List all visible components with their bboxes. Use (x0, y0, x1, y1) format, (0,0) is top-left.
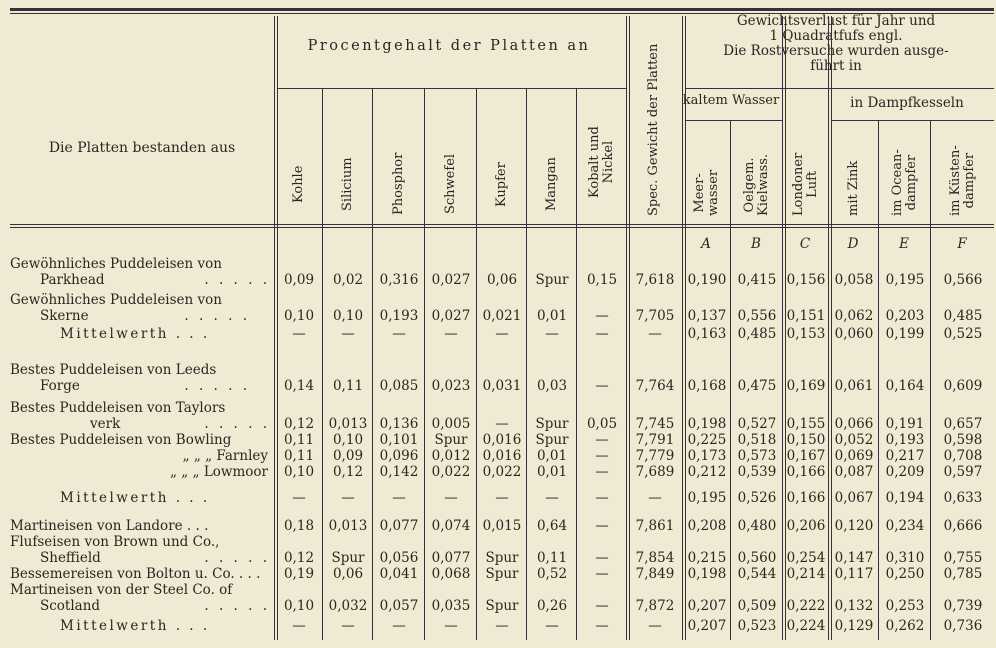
column-rule (274, 16, 275, 640)
table-cell: 0,19 (283, 566, 315, 582)
table-cell: — (292, 326, 306, 342)
column-letter-d: D (847, 236, 859, 252)
table-cell: 0,169 (786, 378, 826, 394)
table-cell: 0,217 (885, 448, 925, 464)
row-label: „ „ „ Lowmoor (169, 464, 268, 480)
row-label-continued: Scotland (40, 598, 101, 614)
leader-dots: . . . . . (204, 272, 270, 288)
loss-group-line3: Die Rostversuche wurden ausge- (723, 43, 949, 59)
table-cell: 0,013 (328, 518, 368, 534)
table-cell: 0,666 (943, 518, 983, 534)
boiler-header: in Dampfkesseln (850, 95, 964, 111)
table-cell: 0,060 (834, 326, 874, 342)
column-rule (730, 120, 731, 640)
table-cell: 0,195 (885, 272, 925, 288)
table-cell: 0,022 (482, 464, 522, 480)
table-cell: 0,173 (687, 448, 727, 464)
table-cell: 0,168 (687, 378, 727, 394)
table-cell: 0,755 (943, 550, 983, 566)
table-cell: — (648, 326, 662, 342)
table-cell: 0,041 (379, 566, 419, 582)
row-label: Bestes Puddeleisen von Taylors (10, 400, 226, 416)
column-rule (526, 88, 527, 640)
table-cell: 0,415 (737, 272, 777, 288)
table-cell: 0,527 (737, 416, 777, 432)
table-cell: Spur (535, 416, 569, 432)
table-cell: — (648, 490, 662, 506)
column-header-loss-5: im Ocean- dampfer (890, 149, 919, 216)
table-cell: 0,225 (687, 432, 727, 448)
table-cell: 0,005 (431, 416, 471, 432)
table-cell: — (495, 416, 509, 432)
header-bottom-rule-2 (10, 227, 994, 228)
table-cell: 0,52 (536, 566, 568, 582)
row-label: Bestes Puddeleisen von Leeds (10, 362, 217, 378)
table-cell: 0,05 (586, 416, 618, 432)
table-cell: — (595, 518, 609, 534)
table-cell: 0,164 (885, 378, 925, 394)
row-label: Flufseisen von Brown und Co., (10, 534, 220, 550)
table-cell: — (495, 490, 509, 506)
table-cell: 0,012 (431, 448, 471, 464)
column-header-loss-1: Meer- wasser (692, 169, 721, 216)
table-cell: 0,485 (737, 326, 777, 342)
table-cell: 0,067 (834, 490, 874, 506)
table-cell: 0,085 (379, 378, 419, 394)
table-cell: Spur (485, 598, 519, 614)
leader-dots: . . . . . (204, 598, 270, 614)
table-cell: 7,854 (635, 550, 675, 566)
table-cell: 0,10 (283, 308, 315, 324)
table-cell: 0,132 (834, 598, 874, 614)
table-cell: 0,209 (885, 464, 925, 480)
table-cell: 0,056 (379, 550, 419, 566)
column-rule (372, 88, 373, 640)
column-rule (782, 16, 783, 640)
table-cell: 0,09 (332, 448, 364, 464)
table-cell: Spur (331, 550, 365, 566)
table-cell: 0,485 (943, 308, 983, 324)
row-label: Martineisen von Landore . . . (10, 518, 209, 534)
table-cell: Spur (485, 566, 519, 582)
table-cell: — (545, 490, 559, 506)
column-header-loss-2: Oelgem. Kielwass. (742, 153, 771, 216)
table-cell: 0,475 (737, 378, 777, 394)
table-cell: 0,066 (834, 416, 874, 432)
table-cell: 0,208 (687, 518, 727, 534)
table-cell: 0,203 (885, 308, 925, 324)
table-cell: — (444, 618, 458, 634)
table-cell: 0,151 (786, 308, 826, 324)
table-cell: 0,316 (379, 272, 419, 288)
table-cell: 0,195 (687, 490, 727, 506)
table-cell: 0,785 (943, 566, 983, 582)
column-header-kohle: Kohle (291, 165, 306, 203)
column-letter-e: E (899, 236, 909, 252)
row-label: Mittelwerth . . . (60, 618, 210, 634)
table-cell: 0,14 (283, 378, 315, 394)
table-cell: 0,198 (687, 566, 727, 582)
row-label: Gewöhnliches Puddeleisen von (10, 256, 222, 272)
row-label: Martineisen von der Steel Co. of (10, 582, 233, 598)
header-bottom-rule (10, 224, 994, 225)
table-cell: — (292, 490, 306, 506)
row-label-continued: Sheffield (40, 550, 101, 566)
table-cell: 0,526 (737, 490, 777, 506)
table-cell: 0,052 (834, 432, 874, 448)
row-label-continued: verk (90, 416, 121, 432)
table-cell: 0,191 (885, 416, 925, 432)
table-cell: 0,250 (885, 566, 925, 582)
table-cell: 0,153 (786, 326, 826, 342)
table-cell: 0,077 (431, 550, 471, 566)
table-cell: 0,206 (786, 518, 826, 534)
row-label: Bestes Puddeleisen von Bowling (10, 432, 232, 448)
composition-group-header: Procentgehalt der Platten an (307, 38, 591, 54)
table-cell: 0,016 (482, 432, 522, 448)
table-cell: 0,525 (943, 326, 983, 342)
row-label: Mittelwerth . . . (60, 326, 210, 342)
table-cell: 0,10 (283, 598, 315, 614)
table-cell: 0,18 (283, 518, 315, 534)
table-cell: 0,739 (943, 598, 983, 614)
row-label-header: Die Platten bestanden aus (48, 140, 236, 156)
table-cell: 0,167 (786, 448, 826, 464)
loss-group-line1: Gewichtsverlust für Jahr und (736, 13, 936, 29)
table-cell: 0,147 (834, 550, 874, 566)
table-cell: 0,016 (482, 448, 522, 464)
table-cell: 0,022 (431, 464, 471, 480)
table-cell: — (444, 326, 458, 342)
table-cell: 7,618 (635, 272, 675, 288)
column-letter-c: C (799, 236, 811, 252)
table-cell: — (648, 618, 662, 634)
table-cell: 0,03 (536, 378, 568, 394)
column-header-mangan: Mangan (544, 157, 559, 211)
table-cell: — (392, 326, 406, 342)
table-cell: Spur (434, 432, 468, 448)
table-cell: 0,01 (536, 308, 568, 324)
table-cell: 0,12 (332, 464, 364, 480)
table-cell: 0,708 (943, 448, 983, 464)
table-cell: 0,129 (834, 618, 874, 634)
table-cell: — (292, 618, 306, 634)
column-rule (930, 120, 931, 640)
table-cell: — (595, 448, 609, 464)
table-cell: 0,035 (431, 598, 471, 614)
table-cell: 0,11 (536, 550, 568, 566)
table-cell: 0,10 (283, 464, 315, 480)
table-cell: 0,120 (834, 518, 874, 534)
column-letter-b: B (751, 236, 761, 252)
cold-water-rule (685, 120, 782, 121)
table-cell: 0,077 (379, 518, 419, 534)
column-header-spec-weight: Spec. Gewicht der Platten (646, 43, 661, 216)
column-rule (878, 120, 879, 640)
table-cell: 0,64 (536, 518, 568, 534)
table-cell: 0,193 (379, 308, 419, 324)
table-cell: 0,199 (885, 326, 925, 342)
table-cell: 0,657 (943, 416, 983, 432)
table-cell: — (545, 326, 559, 342)
column-letter-a: A (701, 236, 711, 252)
table-cell: 0,222 (786, 598, 826, 614)
table-cell: — (495, 618, 509, 634)
row-label-continued: Skerne (40, 308, 89, 324)
table-cell: — (545, 618, 559, 634)
table-cell: 0,11 (283, 448, 315, 464)
table-cell: 0,057 (379, 598, 419, 614)
leader-dots: . . . . . (184, 378, 250, 394)
table-cell: 0,212 (687, 464, 727, 480)
table-cell: 0,539 (737, 464, 777, 480)
column-header-schwefel: Schwefel (443, 153, 458, 214)
row-label: Bessemereisen von Bolton u. Co. . . . (10, 566, 261, 582)
table-cell: 7,689 (635, 464, 675, 480)
table-cell: 0,544 (737, 566, 777, 582)
table-cell: 0,101 (379, 432, 419, 448)
table-cell: Spur (535, 432, 569, 448)
table-cell: 7,791 (635, 432, 675, 448)
table-cell: 0,26 (536, 598, 568, 614)
table-cell: 7,764 (635, 378, 675, 394)
column-rule (828, 16, 829, 640)
table-cell: 0,023 (431, 378, 471, 394)
table-cell: 0,12 (283, 550, 315, 566)
table-cell: — (341, 618, 355, 634)
table-cell: 0,633 (943, 490, 983, 506)
table-cell: 0,074 (431, 518, 471, 534)
column-header-phosphor: Phosphor (391, 152, 406, 215)
table-cell: 0,068 (431, 566, 471, 582)
top-rule (10, 8, 994, 11)
table-cell: 0,597 (943, 464, 983, 480)
table-cell: Spur (485, 550, 519, 566)
table-cell: 0,021 (482, 308, 522, 324)
table-cell: 0,09 (283, 272, 315, 288)
column-header-loss-6: im Küsten- dampfer (948, 145, 977, 216)
table-cell: 0,198 (687, 416, 727, 432)
column-header-loss-3: Londoner Luft (791, 152, 820, 216)
boiler-rule (831, 120, 994, 121)
table-cell: 0,194 (885, 490, 925, 506)
column-rule (682, 16, 683, 640)
table-cell: — (392, 618, 406, 634)
table-cell: 0,598 (943, 432, 983, 448)
table-cell: — (595, 618, 609, 634)
column-header-loss-4: mit Zink (846, 160, 861, 216)
table-cell: 0,137 (687, 308, 727, 324)
table-cell: 0,566 (943, 272, 983, 288)
table-cell: 0,013 (328, 416, 368, 432)
table-cell: — (595, 378, 609, 394)
column-header-kobalt-nickel: Kobalt und Nickel (587, 126, 616, 198)
leader-dots: . . . . . (184, 308, 250, 324)
table-cell: 0,609 (943, 378, 983, 394)
table-cell: 7,705 (635, 308, 675, 324)
table-cell: — (495, 326, 509, 342)
cold-water-header: kaltem Wasser (682, 93, 780, 108)
row-label: Mittelwerth . . . (60, 490, 210, 506)
table-cell: 7,745 (635, 416, 675, 432)
table-cell: 0,224 (786, 618, 826, 634)
table-cell: 7,872 (635, 598, 675, 614)
table-cell: 0,190 (687, 272, 727, 288)
table-cell: 0,015 (482, 518, 522, 534)
table-cell: 0,310 (885, 550, 925, 566)
table-cell: 0,06 (486, 272, 518, 288)
row-label: Gewöhnliches Puddeleisen von (10, 292, 222, 308)
column-header-silicium: Silicium (340, 157, 355, 211)
loss-group-line2: 1 Quadratfufs engl. (769, 28, 903, 44)
table-cell: 0,736 (943, 618, 983, 634)
table-cell: 0,062 (834, 308, 874, 324)
column-header-kupfer: Kupfer (494, 161, 509, 207)
table-cell: 0,254 (786, 550, 826, 566)
table-cell: — (595, 308, 609, 324)
table-cell: 0,509 (737, 598, 777, 614)
table-cell: — (595, 566, 609, 582)
column-rule (576, 88, 577, 640)
table-cell: — (392, 490, 406, 506)
table-cell: — (595, 490, 609, 506)
table-cell: 0,166 (786, 464, 826, 480)
table-cell: 0,215 (687, 550, 727, 566)
row-label-continued: Forge (40, 378, 80, 394)
loss-group-rule (685, 88, 994, 89)
table-cell: — (595, 326, 609, 342)
table-cell: 0,156 (786, 272, 826, 288)
column-rule (476, 88, 477, 640)
table-cell: 0,560 (737, 550, 777, 566)
table-cell: 0,262 (885, 618, 925, 634)
table-cell: 0,523 (737, 618, 777, 634)
table-cell: — (341, 326, 355, 342)
table-cell: 0,207 (687, 618, 727, 634)
table-cell: 0,096 (379, 448, 419, 464)
table-cell: 0,117 (834, 566, 874, 582)
table-cell: 0,163 (687, 326, 727, 342)
leader-dots: . . . . . (204, 550, 270, 566)
table-cell: 0,234 (885, 518, 925, 534)
table-cell: 0,155 (786, 416, 826, 432)
row-label: „ „ „ Farnley (182, 448, 268, 464)
table-cell: 0,058 (834, 272, 874, 288)
table-cell: 0,10 (332, 308, 364, 324)
table-cell: 0,01 (536, 464, 568, 480)
table-cell: 0,027 (431, 308, 471, 324)
row-label-continued: Parkhead (40, 272, 105, 288)
table-cell: 0,136 (379, 416, 419, 432)
table-cell: 7,849 (635, 566, 675, 582)
table-cell: 0,142 (379, 464, 419, 480)
table-cell: — (595, 432, 609, 448)
table-cell: 0,027 (431, 272, 471, 288)
column-rule (626, 16, 627, 640)
table-cell: 0,06 (332, 566, 364, 582)
table-cell: — (595, 550, 609, 566)
table-cell: — (595, 464, 609, 480)
table-cell: — (444, 490, 458, 506)
table-cell: 0,01 (536, 448, 568, 464)
table-cell: 0,207 (687, 598, 727, 614)
table-cell: 7,861 (635, 518, 675, 534)
table-cell: 0,518 (737, 432, 777, 448)
table-cell: 0,061 (834, 378, 874, 394)
table-cell: 0,573 (737, 448, 777, 464)
table-cell: 0,556 (737, 308, 777, 324)
table-cell: 0,166 (786, 490, 826, 506)
table-cell: 0,12 (283, 416, 315, 432)
loss-group-line4: führt in (810, 58, 862, 74)
table-cell: 0,11 (332, 378, 364, 394)
table-cell: 0,032 (328, 598, 368, 614)
table-cell: 0,150 (786, 432, 826, 448)
table-cell: 0,02 (332, 272, 364, 288)
table-cell: Spur (535, 272, 569, 288)
table-cell: 0,031 (482, 378, 522, 394)
table-cell: 0,069 (834, 448, 874, 464)
table-cell: 0,15 (586, 272, 618, 288)
leader-dots: . . . . . (204, 416, 270, 432)
composition-group-rule (277, 88, 626, 89)
column-rule (322, 88, 323, 640)
table-cell: 0,193 (885, 432, 925, 448)
table-cell: 0,087 (834, 464, 874, 480)
column-rule (424, 88, 425, 640)
table-cell: 0,214 (786, 566, 826, 582)
table-cell: 0,253 (885, 598, 925, 614)
table-cell: 0,10 (332, 432, 364, 448)
table-cell: 0,11 (283, 432, 315, 448)
table-cell: — (341, 490, 355, 506)
table-cell: — (595, 598, 609, 614)
table-cell: 0,480 (737, 518, 777, 534)
column-letter-f: F (957, 236, 967, 252)
table-cell: 7,779 (635, 448, 675, 464)
